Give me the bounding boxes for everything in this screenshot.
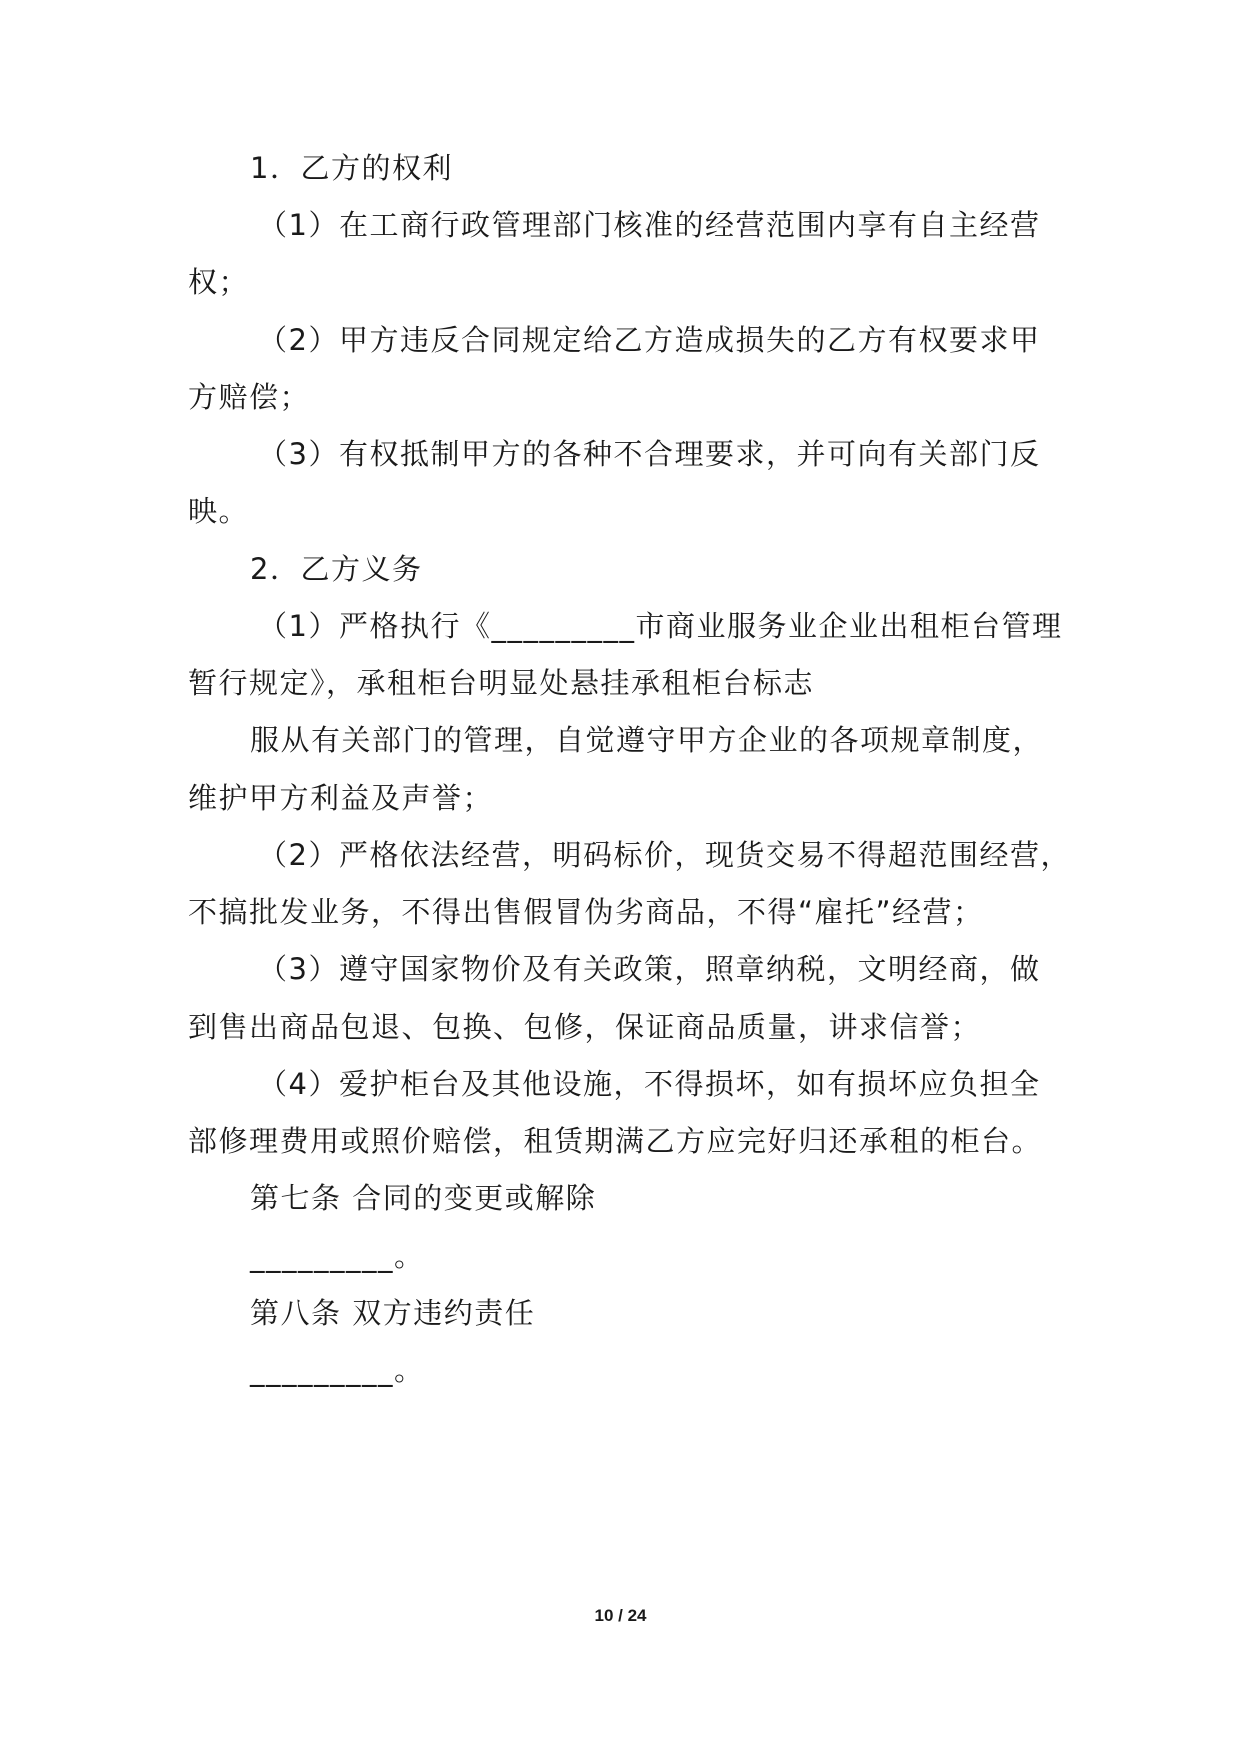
blank-fill-line: _________。 [250,1353,425,1387]
paragraph-line: 服从有关部门的管理，自觉遵守甲方企业的各项规章制度， [250,723,1044,757]
paragraph-line: （3）遵守国家物价及有关政策，照章纳税，文明经商，做 [258,952,1041,986]
paragraph-line: 不搞批发业务，不得出售假冒伪劣商品，不得“雇托”经营； [188,895,984,929]
page-number: 10 / 24 [594,1606,647,1625]
paragraph-line: 暂行规定》，承租柜台明显处悬挂承租柜台标志 [188,666,815,700]
article-seven-heading: 第七条 合同的变更或解除 [250,1181,597,1215]
heading-party-b-rights: 1．乙方的权利 [250,151,453,185]
paragraph-line: 到售出商品包退、包换、包修，保证商品质量，讲求信誉； [188,1010,982,1044]
blank-fill-line: _________。 [250,1239,425,1273]
paragraph-line: （2）严格依法经营，明码标价，现货交易不得超范围经营， [258,838,1071,872]
paragraph-line: （1）在工商行政管理部门核准的经营范围内享有自主经营 [258,208,1041,242]
paragraph-line: （3）有权抵制甲方的各种不合理要求，并可向有关部门反 [258,437,1041,471]
heading-party-b-obligations: 2．乙方义务 [250,552,423,586]
paragraph-line: 权； [188,265,250,299]
paragraph-line: （4）爱护柜台及其他设施，不得损坏，如有损坏应负担全 [258,1067,1041,1101]
paragraph-line: （1）严格执行《_________市商业服务业企业出租柜台管理 [258,609,1063,643]
paragraph-line: （2）甲方违反合同规定给乙方造成损失的乙方有权要求甲 [258,323,1041,357]
paragraph-line: 方赔偿； [188,380,311,414]
paragraph-line: 维护甲方利益及声誉； [188,781,494,815]
paragraph-line: 映。 [188,494,250,528]
article-eight-heading: 第八条 双方违约责任 [250,1296,536,1330]
paragraph-line: 部修理费用或照价赔偿，租赁期满乙方应完好归还承租的柜台。 [188,1124,1043,1158]
